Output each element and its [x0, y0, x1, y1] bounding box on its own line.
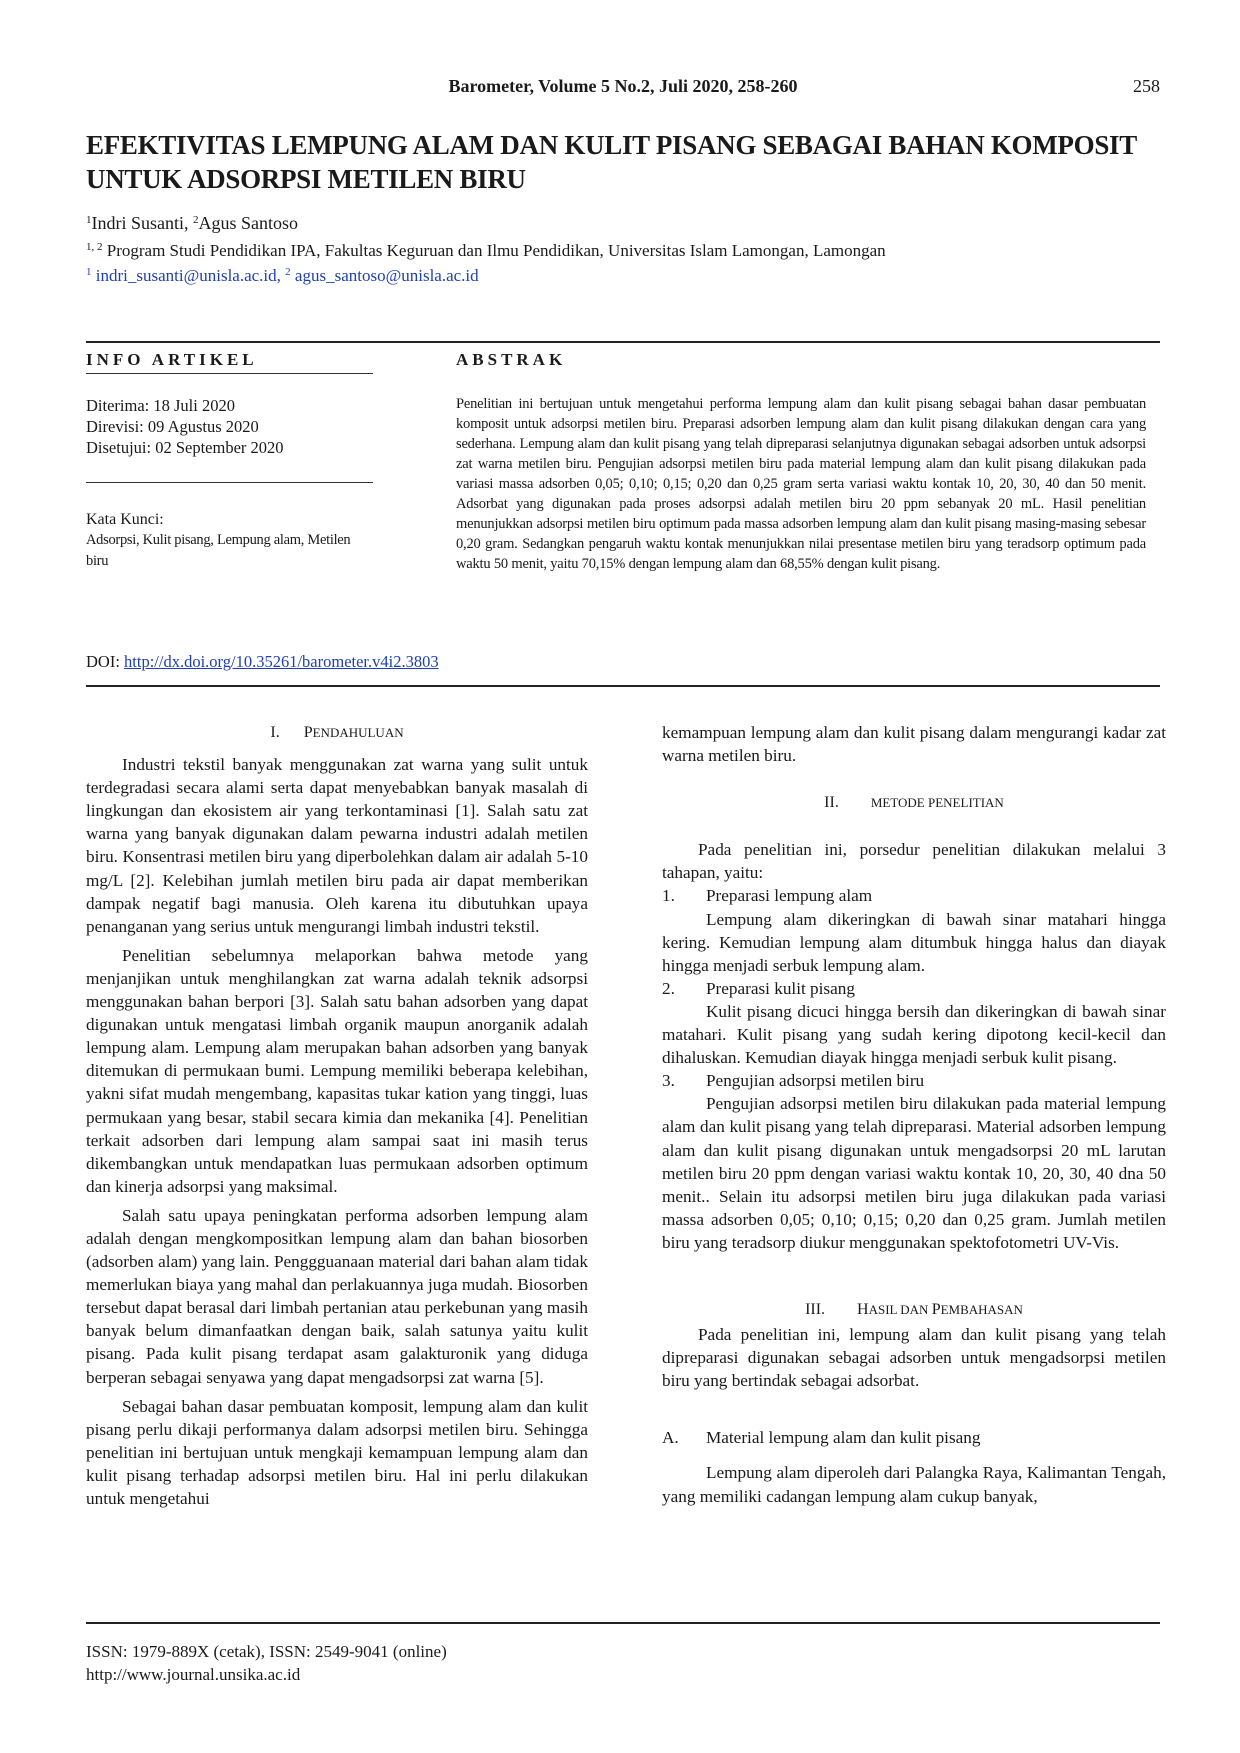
paragraph: Salah satu upaya peningkatan performa adsorben lempung alam adalah dengan mengkompositkan lempung alam dan bahan biosorben (adsorben alam) yang lain. Penggguanaan material dari bahan alam tidak memerlukan biaya yang mahal dan perlakuannya juga mudah. Biosorben tersebut dapat berasal dari limbah pertanian atau perkebunan yang masih banyak belum dimanfaatkan dengan baik, salah satunya yaitu kulit pisang. Pada kulit pisang terdapat asam galakturonik yang diduga berperan sebagai senyawa yang dapat mengadsorpsi zat warna [5]. — [86, 1205, 588, 1387]
divider — [86, 373, 373, 374]
email-link[interactable]: indri_susanti@unisla.ac.id, — [95, 266, 286, 285]
section-number: III. — [805, 1300, 826, 1318]
affiliation — [86, 241, 886, 261]
list-title: Pengujian adsorpsi metilen biru — [706, 1071, 925, 1091]
section-heading — [662, 1298, 1166, 1321]
author-sup: 2 — [193, 214, 199, 226]
section-title: METODE PENELITIAN — [870, 795, 1004, 811]
abstract-text: Penelitian ini bertujuan untuk mengetahui performa lempung alam dan kulit pisang sebagai bahan dasar pembuatan komposit untuk adsorpsi metilen biru. Preparasi adsorben lempung alam dan kulit pisang dilakukan dengan cara yang sederhana. Lempung alam dan kulit pisang yang telah dipreparasi selanjutnya digunakan sebagai adsorben untuk adsorpsi zat warna metilen biru. Pengujian adsorpsi metilen biru pada material lempung alam dan kulit pisang dilakukan pada variasi massa adsorben 0,05; 0,10; 0,15; 0,20 dan 0,25 gram serta variasi waktu kontak 10, 20, 30, 40 dan 50 menit. Adsorbat yang digunakan pada proses adsorpsi adalah metilen biru 20 ppm sebanyak 20 mL. Hasil penelitian menunjukkan adsorpsi metilen biru optimum pada massa adsorben lempung alam dan kulit pisang masing-masing sebesar 0,20 gram. Sedangkan pengaruh waktu kontak menunjukkan nilai presentase metilen biru yang teradsorp optimum pada waktu 50 menit, yaitu 70,15% dengan lempung alam dan 68,55% dengan kulit pisang. — [456, 396, 1146, 572]
left-column — [86, 721, 588, 1510]
right-column — [662, 721, 1166, 1508]
section-heading — [662, 791, 1166, 814]
section-title: ASIL DAN — [868, 1301, 932, 1317]
page-number: 258 — [1133, 76, 1160, 96]
list-number: 2. — [662, 978, 675, 998]
divider — [86, 1622, 1160, 1624]
list-title: Preparasi lempung alam — [706, 886, 873, 906]
accepted-date: Disetujui: 02 September 2020 — [86, 438, 284, 457]
section-title-initial: P — [303, 724, 313, 741]
section-title-initial: H — [857, 1300, 869, 1318]
affiliation-text: Program Studi Pendidikan IPA, Fakultas Keguruan dan Ilmu Pendidikan, Universitas Islam Lamongan, Lamongan — [106, 241, 886, 260]
list-title: Preparasi kulit pisang — [706, 978, 855, 998]
received-date: Diterima: 18 Juli 2020 — [86, 396, 235, 415]
subsection-title: Material lempung alam dan kulit pisang — [706, 1428, 981, 1448]
paragraph: Pada penelitian ini, lempung alam dan kulit pisang yang telah dipreparasi digunakan sebagai adsorben untuk mengadsorpsi metilen biru yang bertindak sebagai adsorbat. — [662, 1325, 1166, 1391]
paragraph: Pada penelitian ini, porsedur penelitian dilakukan melalui 3 tahapan, yaitu: — [662, 840, 1166, 883]
email-sup: 2 — [285, 266, 291, 278]
journal-url[interactable]: http://www.journal.unsika.ac.id — [86, 1665, 301, 1684]
footer — [86, 1640, 447, 1686]
paragraph: Pengujian adsorpsi metilen biru dilakukan pada material lempung alam dan kulit pisang yang telah dipreparasi. Material adsorben lempung alam dan kulit pisang digunakan untuk mengadsorpsi 20 mL larutan metilen biru 20 ppm dengan variasi waktu kontak 10, 20, 30, 40 dna 50 menit.. Selain itu adsorpsi metilen biru juga dilakukan pada variasi massa adsorben 0,05; 0,10; 0,15; 0,20 dan 0,25 gram. Jumlah metilen biru yang teradsorp diukur menggunakan spektofotometri UV-Vis. — [662, 1094, 1166, 1252]
section-title: EMBAHASAN — [940, 1301, 1023, 1317]
doi-link[interactable]: http://dx.doi.org/10.35261/barometer.v4i2.3803 — [124, 652, 439, 671]
divider — [86, 685, 1160, 687]
email-link[interactable]: agus_santoso@unisla.ac.id — [294, 266, 479, 285]
affiliation-sup: 1, 2 — [86, 241, 103, 253]
keywords-label: Kata Kunci: — [86, 511, 164, 528]
list-number: 1. — [662, 886, 675, 906]
article-dates — [86, 395, 284, 458]
running-header — [86, 76, 1160, 102]
divider — [86, 482, 373, 483]
abstract-heading: ABSTRAK — [456, 350, 567, 369]
section-number: II. — [824, 794, 839, 812]
paper-title: EFEKTIVITAS LEMPUNG ALAM DAN KULIT PISANG SEBAGAI BAHAN KOMPOSIT UNTUK ADSORPSI METILEN BIRU — [86, 130, 1137, 194]
paragraph: Penelitian sebelumnya melaporkan bahwa metode yang menjanjikan untuk menghilangkan zat warna adalah teknik adsorpsi menggunakan bahan berpori [3]. Salah satu bahan adsorben yang dapat digunakan untuk mengatasi limbah organik maupun anorganik adalah lempung alam. Lempung alam merupakan bahan adsorben yang banyak ditemukan di permukaan bumi. Lempung memiliki beberapa kelebihan, yakni sifat mudah mengembang, kapasitas tukar kation yang tinggi, luas permukaan yang besar, stabil secara kimia dan mekanika [4]. Penelitian terkait adsorben dari lempung alam sampai saat ini masih terus dikembangkan untuk mendapatkan luas permukaan adsorben optimum dan kinerja adsorpsi yang maksimal. — [86, 945, 588, 1196]
section-title: ENDAHULUAN — [312, 725, 404, 740]
email-sup: 1 — [86, 266, 92, 278]
revised-date: Direvisi: 09 Agustus 2020 — [86, 417, 259, 436]
list-item — [662, 884, 1166, 907]
paragraph: Lempung alam dikeringkan di bawah sinar matahari hingga kering. Kemudian lempung alam ditumbuk hingga halus dan diayak hingga menjadi serbuk lempung alam. — [662, 909, 1166, 975]
section-number: I. — [270, 724, 280, 741]
list-item — [662, 1069, 1166, 1092]
paragraph: Sebagai bahan dasar pembuatan komposit, lempung alam dan kulit pisang perlu dikaji performanya dalam adsorpsi metilen biru. Sehingga penelitian ini bertujuan untuk mengkaji kemampuan lempung alam dan kulit pisang terhadap adsorpsi metilen biru. Hal ini perlu dilakukan untuk mengetahui — [86, 1396, 588, 1508]
issn: ISSN: 1979-889X (cetak), ISSN: 2549-9041 (online) — [86, 1642, 447, 1661]
doi-label: DOI: — [86, 652, 125, 671]
keywords-list: Adsorpsi, Kulit pisang, Lempung alam, Metilen biru — [86, 532, 351, 569]
subsection-letter: A. — [662, 1428, 679, 1448]
author-emails — [86, 266, 479, 286]
paragraph: Industri tekstil banyak menggunakan zat warna yang sulit untuk terdegradasi secara alami serta dapat menyebabkan banyak masalah di lingkungan dan ekosistem air yang terkontaminasi [1]. Salah satu zat warna yang banyak digunakan dalam pewarna industri adalah metilen biru. Konsentrasi metilen biru yang diperbolehkan dalam air adalah 5-10 mg/L [2]. Kelebihan jumlah metilen biru pada air dapat memberikan dampak negatif bagi manusia. Oleh karena itu dibutuhkan upaya penanganan yang serius untuk mengurangi limbah industri tekstil. — [86, 755, 588, 936]
list-item — [662, 977, 1166, 1000]
paragraph: kemampuan lempung alam dan kulit pisang dalam mengurangi kadar zat warna metilen biru. — [662, 723, 1166, 766]
subsection-heading — [662, 1426, 1166, 1449]
divider — [86, 341, 1160, 343]
info-heading: INFO ARTIKEL — [86, 350, 258, 369]
section-heading — [86, 721, 588, 744]
author-sup: 1 — [86, 214, 92, 226]
author-name: Agus Santoso — [198, 213, 299, 233]
paragraph: Lempung alam diperoleh dari Palangka Raya, Kalimantan Tengah, yang memiliki cadangan lempung alam cukup banyak, — [662, 1463, 1166, 1506]
journal-citation: Barometer, Volume 5 No.2, Juli 2020, 258-260 — [448, 76, 798, 96]
author-name: Indri Susanti, — [91, 213, 193, 233]
paragraph: Kulit pisang dicuci hingga bersih dan dikeringkan di bawah sinar matahari. Kulit pisang yang sudah kering dipotong kecil-kecil dan dihaluskan. Kemudian diayak hingga menjadi serbuk kulit pisang. — [662, 1001, 1166, 1068]
keywords — [86, 509, 366, 572]
list-number: 3. — [662, 1071, 675, 1091]
doi — [86, 652, 439, 672]
author-list — [86, 213, 298, 234]
section-title-initial: P — [931, 1300, 941, 1318]
